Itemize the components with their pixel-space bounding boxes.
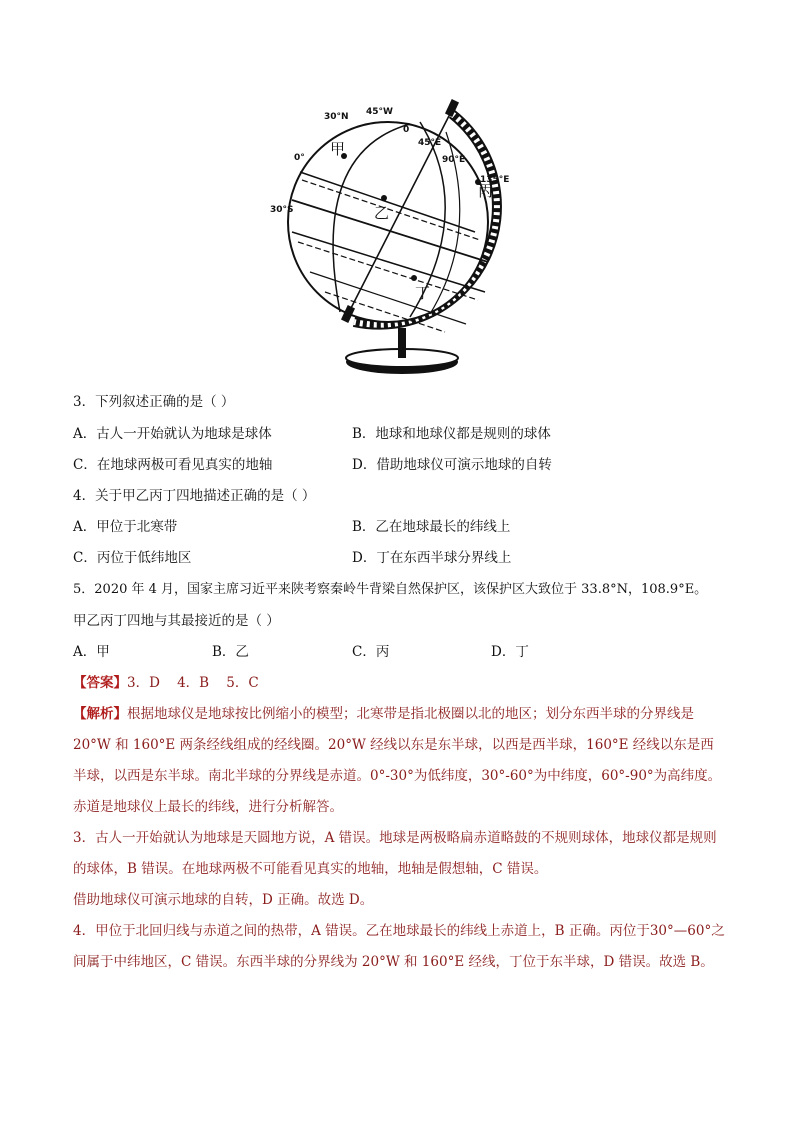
answer-text: 3．D 4．B 5．C [127, 675, 259, 691]
q3-option-c: C．在地球两极可看见真实的地轴 [73, 457, 273, 473]
analysis-text: 根据地球仪是地球按比例缩小的模型；北寒带是指北极圈以北的地区；划分东西半球的分界线是20°W 和 160°E 两条经线组成的经线圈。20°W 经线以东是东半球，以西是西半球，160°E 经线以东是西半球，以西是东半球。南北半球的分界线是赤道。0°-30°为低纬度，30°-60°为中纬度，60°-90°为高纬度。赤道是地球仪上最长的纬线，进行分析解答。 [73, 706, 722, 815]
q4-option-c: C．丙位于低纬地区 [73, 550, 192, 566]
label-45w: 45°W [366, 107, 393, 117]
q3-stem: 3．下列叙述正确的是（ ） [73, 394, 235, 410]
q5-option-b: B．乙 [212, 644, 249, 660]
label-30s: 30°S [270, 205, 294, 215]
q5-option-c: C．丙 [352, 644, 390, 660]
q5-option-a: A．甲 [73, 644, 110, 660]
globe-stand [398, 328, 406, 358]
label-jia: 甲 [330, 140, 346, 158]
q5-stem-line1: 5．2020 年 4 月，国家主席习近平来陕考察秦岭牛背梁自然保护区，该保护区大致位于 33.8°N，108.9°E。 [73, 582, 708, 597]
label-ding: 丁 [415, 284, 431, 302]
analysis-tag: 【解析】 [73, 706, 127, 722]
q5-option-d: D．丁 [491, 644, 529, 660]
q4-option-a: A．甲位于北寒带 [73, 519, 178, 535]
answer-line [73, 673, 259, 693]
label-0-equator: 0° [294, 153, 305, 163]
label-90e: 90°E [442, 155, 466, 165]
q5-stem-line2: 甲乙丙丁四地与其最接近的是（ ） [73, 613, 280, 629]
q4-option-b: B．乙在地球最长的纬线上 [352, 519, 511, 535]
analysis-q3-paragraph: 3．古人一开始就认为地球是天圆地方说，A 错误。地球是两极略扁赤道略鼓的不规则球体，地球仪都是规则的球体，B 错误。在地球两极不可能看见真实的地轴，地轴是假想轴，C 错误。 [73, 830, 717, 877]
q4-stem: 4．关于甲乙丙丁四地描述正确的是（ ） [73, 488, 316, 504]
label-30n: 30°N [324, 112, 349, 122]
analysis-q3-conclusion: 借助地球仪可演示地球的自转，D 正确。故选 D。 [73, 892, 374, 908]
globe-diagram [270, 92, 530, 384]
globe-sphere [288, 122, 488, 322]
q4-option-d: D．丁在东西半球分界线上 [352, 550, 512, 566]
globe-figure [270, 92, 530, 384]
q3-option-a: A．古人一开始就认为地球是球体 [73, 426, 272, 442]
analysis-paragraph [73, 699, 725, 823]
label-45e: 45°E [418, 138, 442, 148]
analysis-q4-paragraph: 4．甲位于北回归线与赤道之间的热带，A 错误。乙在地球最长的纬线上赤道上，B 正确。丙位于30°—60°之间属于中纬地区，C 错误。东西半球的分界线为 20°W 和 160°E 经线，丁位于东半球，D 错误。故选 B。 [73, 923, 725, 970]
label-135e: 135°E [480, 175, 510, 185]
q3-option-d: D．借助地球仪可演示地球的自转 [352, 457, 552, 473]
label-bing: 丙 [478, 182, 494, 200]
answer-tag: 【答案】 [73, 675, 127, 691]
q3-option-b: B．地球和地球仪都是规则的球体 [352, 426, 551, 442]
label-yi: 乙 [374, 204, 390, 222]
label-0-top: 0 [403, 125, 410, 135]
